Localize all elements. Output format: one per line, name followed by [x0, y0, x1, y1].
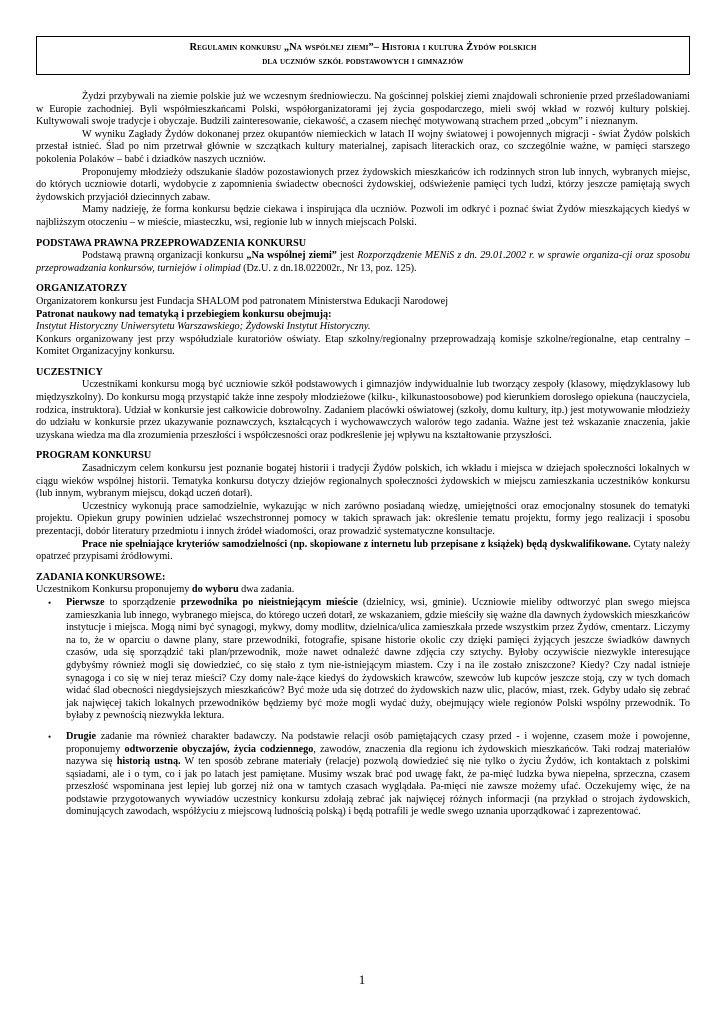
legal-text: Podstawą prawną organizacji konkursu	[82, 250, 247, 262]
task-item-first	[36, 597, 690, 723]
section-heading-program: PROGRAM KONKURSU	[36, 450, 152, 462]
tasks-intro-text: dwa zadania.	[238, 584, 295, 596]
tasks-list	[36, 597, 690, 819]
title-box	[36, 36, 690, 75]
legal-citation: (Dz.U. z dn.18.022002r., Nr 13, poz. 125).	[240, 262, 417, 274]
task-second-lead: Drugie	[66, 730, 96, 742]
task-second-emphasis: historią ustną.	[116, 756, 181, 768]
task-second-text: , zawodów, znaczenia dla regionu ich żydowskich mieszkańców. Taki rodzaj materiałów nazywa się	[66, 743, 690, 768]
section-heading-organizers: ORGANIZATORZY	[36, 283, 128, 295]
intro-paragraph-2: W wyniku Zagłady Żydów dokonanej przez okupantów niemieckich w latach II wojny światowej i powojennych migracji - świat Żydów polskich przestał istnieć. Ślad po nim przetrwał głównie w szczątkach kultury materialnej, zapisach literackich oraz, co szczególnie ważne, w pamięci starszego pokolenia Polaków – babć i dziadków naszych uczniów.	[36, 128, 690, 165]
patronage-line: Patronat naukowy nad tematyką i przebiegiem konkursu obejmują:	[36, 308, 332, 320]
bullet-icon: •	[48, 597, 52, 608]
task-first-emphasis: przewodnika po nieistniejącym mieście	[180, 596, 358, 608]
intro-paragraph-1: Żydzi przybywali na ziemie polskie już we wczesnym średniowieczu. Na gościnnej polskiej ziemi znajdowali schronienie przed prześladowaniami w Europie zachodniej. Byli współmieszkańcami Polski, współorganizatorami jej życia gospodarczego, mieli swój wkład w rozwój kultury polskiej. Kultywowali swoje tradycje i obyczaje. Budzili zainteresowanie, ciekawość, a czasem niechęć motywowaną strachem przed „obcym” i nieznanym.	[36, 91, 690, 128]
task-second-text: zadanie ma również charakter badawczy. Na podstawie relacji osób pamiętających czasy przed - i wojenne, czasem może i powojenne, proponujemy	[66, 730, 690, 755]
program-paragraph-3	[36, 539, 690, 564]
intro-paragraph-3: Proponujemy młodzieży odszukanie śladów pozostawionych przez żydowskich mieszkańców ich rodzinnych stron lub innych, wybranych miejsc, do których uczniowie dotarli, wydobycie z zapomnienia świadectw obecności żydowskiej, odświeżenie pamięci tych ludzi, którzy jeszcze pamiętają swych żydowskich przyjaciół dziecinnych zabaw.	[36, 166, 690, 203]
tasks-intro-emphasis: do wyboru	[191, 584, 239, 596]
document-page	[36, 36, 690, 819]
regulation-title: Rozporządzenie MENiS z dn. 29.01.2002 r. w sprawie organiza-cji oraz sposobu przeprowadzania konkursów, turniejów i olimpiad	[36, 250, 690, 274]
task-second-emphasis: odtworzenie obyczajów, życia codziennego	[124, 743, 314, 755]
task-first-text: to sporządzenie	[104, 596, 181, 608]
document-body	[36, 91, 690, 819]
disqualification-note: Prace nie spełniające kryteriów samodzielności (np. skopiowane z internetu lub przepisane z książek) będą dyskwalifikowane.	[82, 538, 631, 550]
participants-paragraph: Uczestnikami konkursu mogą być uczniowie szkół podstawowych i gimnazjów indywidualnie lub tworzący zespoły (klasowy, międzyklasowy lub międzyszkolny). Do konkursu mogą przystąpić także inne zespoły młodzieżowe (kilku-, kilkunastoosobowe) pod kierunkiem dorosłego opiekuna (nauczyciela, rodzica, instruktora). Udział w konkursie jest całkowicie dobrowolny. Zadaniem placówki oświatowej (szkoły, domu kultury, itp.) jest motywowanie młodzieży do udziału w konkursie przez ukazywanie poznawczych, kształcących i wychowawczych walorów tego zadania. Ważne jest też wskazanie znaczenia, jakie uzyskana wiedza ma dla zrozumienia przeszłości i współczesności oraz podkreślenie jej wpływu na kształtowanie przyszłości.	[36, 379, 690, 441]
bullet-icon: •	[48, 731, 52, 742]
organizers-paragraph: Konkurs organizowany jest przy współudziale kuratoriów oświaty. Etap szkolny/regionalny przeprowadzają komisje szkolne/regionalne, etap centralny – Komitet Organizacyjny konkursu.	[36, 333, 690, 358]
tasks-intro-text: Uczestnikom Konkursu proponujemy	[36, 584, 192, 596]
document-title: Regulamin konkursu „Na wspólnej ziemi”– Historia i kultura Żydów polskich	[189, 42, 537, 53]
section-heading-participants: UCZESTNICY	[36, 366, 103, 378]
task-first-text: (dzielnicy, wsi, gminie). Uczniowie mieliby odtworzyć plan swego miejsca zamieszkania lub innego, wybranego miejsca, do którego uczeń dotarł, ze wskazaniem, gdzie mieściły się ważne dla dawnych żydowskich mieszkańców instytucje i miejsca. Mogą nimi być synagogi, mykwy, domy modlitw, dzielnica/ulica zamieszkała przede wszystkim przez Żydów, cmentarz. Liczymy na to, że w oparciu o dawne plany, stare przewodniki, fotografie, spisane historie okolic czy dzięki pamięci żyjących jeszcze świadków dawnych czasów, uda się sporządzić taki plan/przewodnik, może nawet odnaleźć dawne zdjęcia czy sztychy. Byłoby oczywiście niezwykle interesujące gdybyśmy również mogli się dowiedzieć, co się stało z tym nie-istniejącym miastem. Czy i na ile zostało zniszczone? Kiedy? Czy nadal istnieje synagoga i co się w niej teraz mieści? Czy domy nale-żące kiedyś do żydowskich krawców, szewców lub kupców jeszcze stoją, czy w tych domach widać ślad obecności niegdysiejszych mieszkańców? Być może uda się dotrzeć do żydowskich nazw ulic, placów, miast, rzek. Gdyby udało się zebrać jak najwięcej takich lokalnych przewodników będziemy być może mogli wydać duży, obejmujący wiele regionów Polski wspólny przewodnik. To byłaby z pewnością niezwykła lektura.	[66, 596, 690, 722]
task-item-second	[36, 731, 690, 819]
document-subtitle: dla uczniów szkół podstawowych i gimnazjów	[262, 56, 464, 67]
citation-note: Cytaty należy opatrzeć przypisami źródłowymi.	[36, 538, 691, 563]
organizers-line: Organizatorem konkursu jest Fundacja SHALOM pod patronatem Ministerstwa Edukacji Narodowej	[36, 295, 449, 307]
institutes-line: Instytut Historyczny Uniwersytetu Warszawskiego; Żydowski Instytut Historyczny.	[36, 321, 371, 333]
task-second-text: W ten sposób zebrane materiały (relacje) pozwolą dowiedzieć się nie tylko o życiu Żydów, ich kontaktach z polskimi sąsiadami, ale i o tym, co i jak po latach jest pamiętane. Musimy wszak brać pod uwagę fakt, że pa-mięć ludzka bywa niepełna, sprzeczna, czasem przeszłość wspominana jest lepiej lub gorzej niż ona w tamtych czasach wyglądała. Pa-mięci nie zawsze możemy ufać. Oczekujemy więc, że na podstawie przygotowanych wywiadów uczestnicy konkursu zdołają zebrać jak najwięcej różnych informacji (na przykład o strojach żydowskich, dominujących zawodach, współżyciu z miejscową ludnością polską) i będą potrafili je wedle swego uznania uporządkować i zaprezentować.	[66, 756, 690, 818]
section-heading-tasks: ZADANIA KONKURSOWE:	[36, 571, 166, 583]
competition-name: „Na wspólnej ziemi”	[246, 250, 337, 262]
legal-text: jest	[336, 250, 358, 262]
tasks-intro	[36, 584, 690, 597]
intro-paragraph-4: Mamy nadzieję, że forma konkursu będzie ciekawa i inspirująca dla uczniów. Pozwoli im odkryć i poznać świat Żydów mieszkających kiedyś w najbliższym otoczeniu – w mieście, miasteczku, wsi, regionie lub w innych miejscach Polski.	[36, 204, 690, 228]
task-first-lead: Pierwsze	[66, 596, 105, 608]
program-paragraph-2: Uczestnicy wykonują prace samodzielnie, wykazując w nich zarówno posiadaną wiedzę, umiejętności oraz emocjonalny stosunek do tematyki projektu. Opiekun grupy powinien udzielać wszechstronnej pomocy w takich sprawach jak: określenie tematu projektu, formy jego realizacji i sposobu prezentacji, dobór literatury przedmiotu i innych źródeł wiadomości, oraz prowadzić systematyczne konsultacje.	[36, 500, 690, 537]
legal-paragraph	[36, 250, 690, 275]
section-heading-legal: PODSTAWA PRAWNA PRZEPROWADZENIA KONKURSU	[36, 237, 307, 249]
page-number: 1	[358, 972, 366, 987]
program-paragraph-1: Zasadniczym celem konkursu jest poznanie bogatej historii i tradycji Żydów polskich, ich wkładu i miejsca w dziejach społeczności lokalnych w ciągu wieków wspólnej historii. Tematyka konkursu dotyczy dziejów regionalnych społeczności żydowskich w miejscu zamieszkania uczestników konkursu (lub innym, wybranym miejscu, dokąd uczeń dotarł).	[36, 463, 690, 500]
